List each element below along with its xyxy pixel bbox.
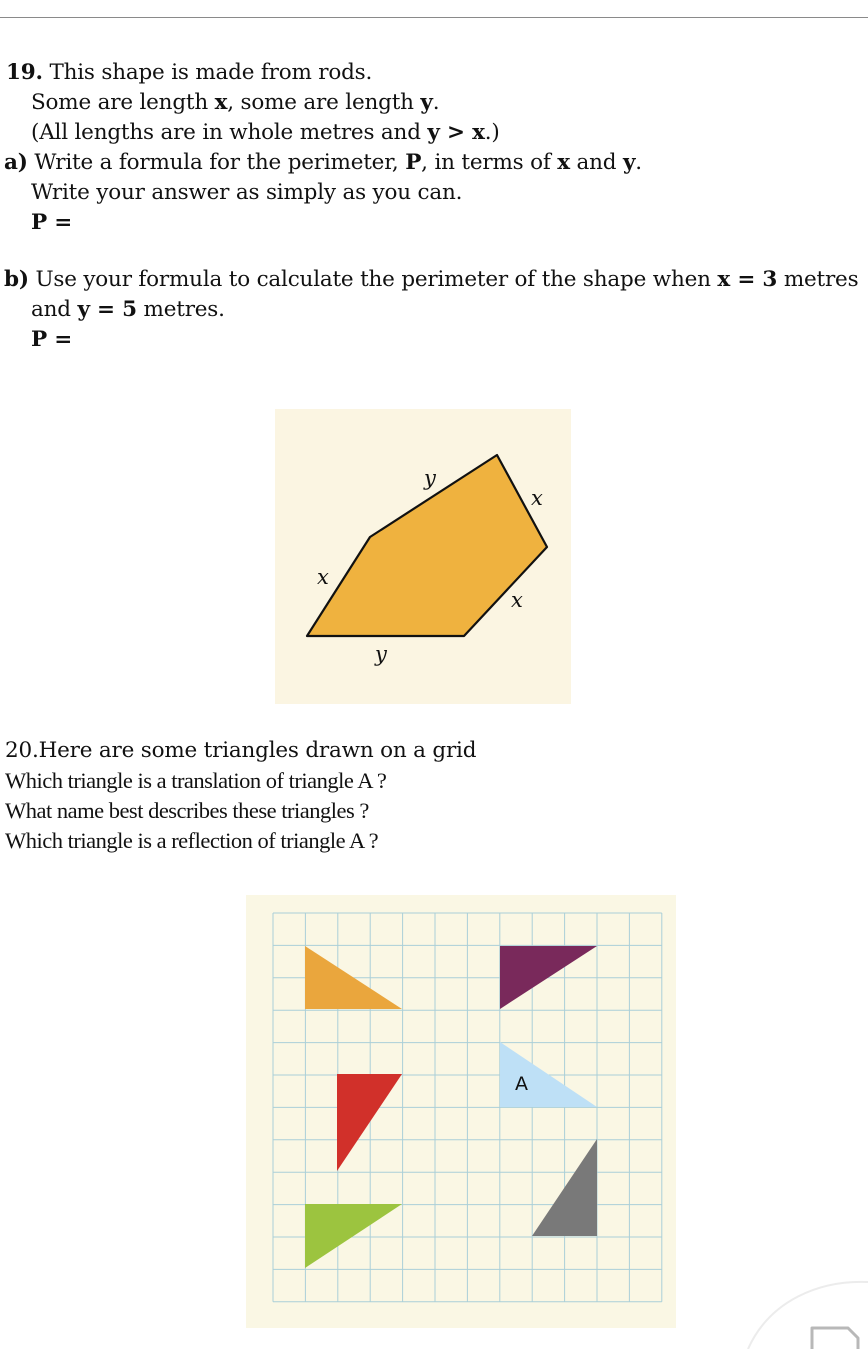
top-divider xyxy=(0,17,868,18)
q20-line-2: Which triangle is a translation of triangle A ? xyxy=(5,768,387,793)
label-right-bottom-x: x xyxy=(511,588,523,612)
q19a-instruction: Write your answer as simply as you can. xyxy=(31,180,463,205)
rod-shape-figure xyxy=(275,409,571,704)
q19a-question: a) Write a formula for the perimeter, P, in terms of x and y. xyxy=(4,150,642,175)
triangle-grid-figure xyxy=(246,895,676,1328)
document-icon xyxy=(812,1328,858,1349)
label-right-top-x: x xyxy=(531,486,543,510)
q19-line-2: Some are length x, some are length y. xyxy=(31,90,440,115)
triangle-a-label: A xyxy=(515,1073,528,1095)
q20-line-4: Which triangle is a reflection of triangle A ? xyxy=(5,828,379,853)
q19b-line-2: and y = 5 metres. xyxy=(31,297,225,322)
label-bottom-y: y xyxy=(375,642,387,666)
q19-line-1: 19. This shape is made from rods. xyxy=(6,60,373,85)
q19-line-3: (All lengths are in whole metres and y > x.) xyxy=(31,120,500,145)
q19a-answer-line[interactable]: P = xyxy=(31,210,73,235)
q19b-answer-line[interactable]: P = xyxy=(31,327,73,352)
q20-line-1: 20.Here are some triangles drawn on a grid xyxy=(5,738,477,763)
page-corner-decoration xyxy=(740,1280,868,1349)
q19b-question: b) Use your formula to calculate the perimeter of the shape when x = 3 metres xyxy=(4,267,859,292)
label-top-y: y xyxy=(424,466,436,490)
q20-line-3: What name best describes these triangles ? xyxy=(5,798,369,823)
label-left-x: x xyxy=(317,565,329,589)
